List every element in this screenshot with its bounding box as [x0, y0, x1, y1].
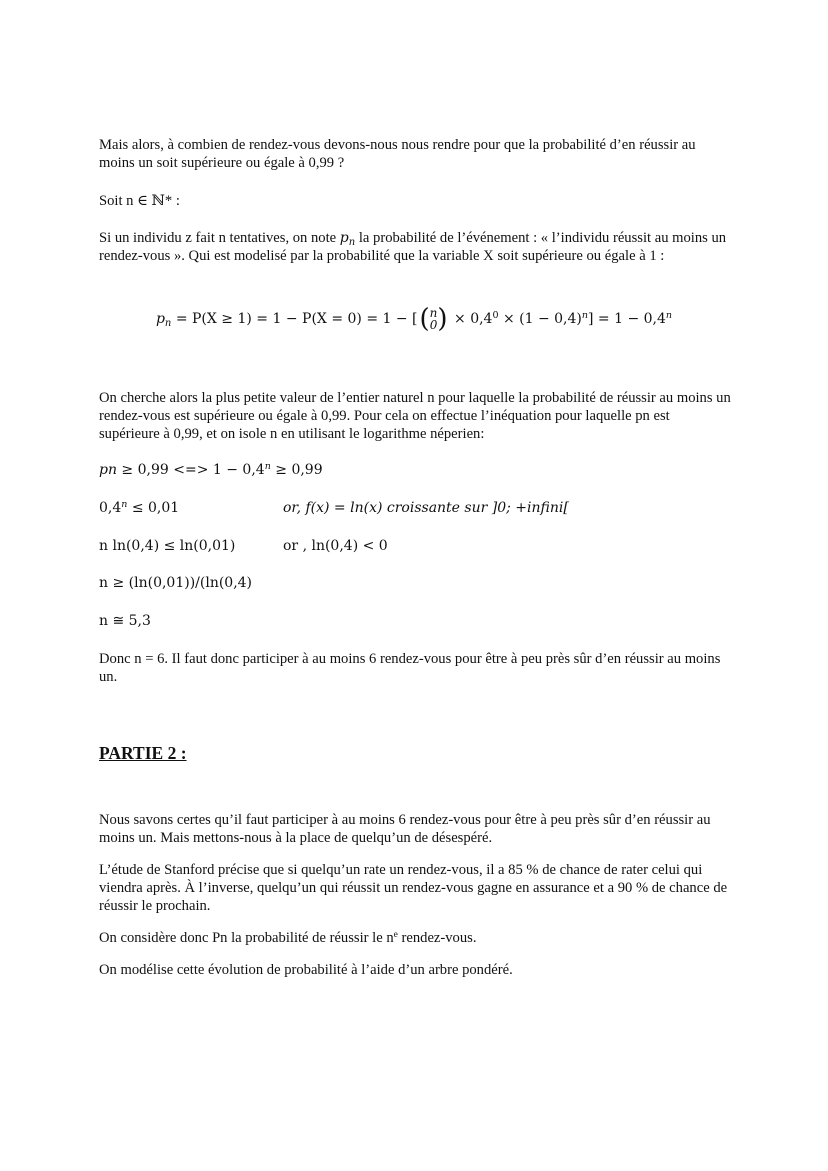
inequality-note-2: or , ln(0,4) < 0 [283, 538, 388, 554]
binom-top: n [429, 306, 438, 320]
paragraph-partie2-2: L’étude de Stanford précise que si quelqu’un rate un rendez-vous, il a 85 % de chance de rater celui qui viendra après. À l’inverse, quelqu’un qui réussit un rendez-vous gagne en assurance et a 90 % de chance de réussir le prochain. [99, 862, 728, 914]
formula-exp0: 0 [492, 309, 499, 321]
paragraph-partie2-3: On considère donc Pn la probabilité de réussir le $n^e$ rendez-vous. [99, 929, 477, 946]
definition-text-2: la probabilité de l’événement : « l’individu réussit au moins un rendez-vous ». Qui est modelisé par la probabilité que la variable X soit supérieure ou égale à 1 : [99, 230, 727, 264]
binom-bottom: 0 [429, 318, 438, 332]
paragraph-question: Mais alors, à combien de rendez-vous devons-nous nous rendre pour que la probabilité d’en réussir au moins un soit supérieure ou égale à 0,99 ? [99, 137, 696, 171]
paragraph-soit: Soit n ∈ ℕ* : [99, 193, 180, 209]
formula-exp2: n [665, 309, 673, 321]
probability-formula [0, 306, 828, 332]
paragraph-donc: Donc n = 6. Il faut donc participer à au moins 6 rendez-vous pour être à peu près sûr d’en réussir au moins un. [99, 651, 721, 685]
paragraph-cherche: On cherche alors la plus petite valeur de l’entier naturel n pour laquelle la probabilité de réussir au moins un rendez-vous est supérieure ou égale à 0,99. Pour cela on effectue l’inéquation pour laquelle pn est supérieure à 0,99, et on isole n en utilisant le logarithme néperien: [99, 390, 731, 442]
pn-symbol: $p_n$ [339, 230, 356, 248]
inequality-line-1: pn ≥ 0,99 <=> $1 - 0,4^n \ge 0,99$ [99, 460, 323, 478]
formula-part3: × (1 − 0,4) [498, 311, 582, 327]
formula-lhs: $p_n$ [155, 311, 172, 329]
paragraph-definition [99, 229, 731, 265]
formula-part1: = P(X ≥ 1) = 1 − P(X = 0) = 1 − [ [171, 311, 418, 327]
paragraph-partie2-4: On modélise cette évolution de probabilité à l’aide d’un arbre pondéré. [99, 962, 513, 978]
definition-text-1: Si un individu z fait n tentatives, on note [99, 230, 337, 246]
binomial-coefficient: ( n 0 ) [419, 304, 448, 334]
inequality-note-1: or, f(x) = ln(x) croissante sur ]0; +infini[ [283, 500, 569, 516]
section-heading-partie-2: PARTIE 2 : [99, 743, 187, 763]
inequality-line-5: n ≅ 5,3 [99, 613, 151, 629]
inequality-line-2: $0,4^n \le 0,01$ [99, 498, 180, 516]
inequality-line-4: n ≥ (ln(0,01))/(ln(0,4) [99, 575, 253, 591]
paragraph-partie2-1: Nous savons certes qu’il faut participer à au moins 6 rendez-vous pour être à peu près sûr d’en réussir au moins un. Mais mettons-nous à la place de quelqu’un de désespéré. [99, 812, 711, 846]
formula-part4: ] = 1 − 0,4 [588, 311, 666, 327]
formula-exp1: n [581, 309, 588, 321]
formula-part2: × 0,4 [449, 311, 493, 327]
inequality-line-3: n ln(0,4) ≤ ln(0,01) [99, 538, 236, 554]
